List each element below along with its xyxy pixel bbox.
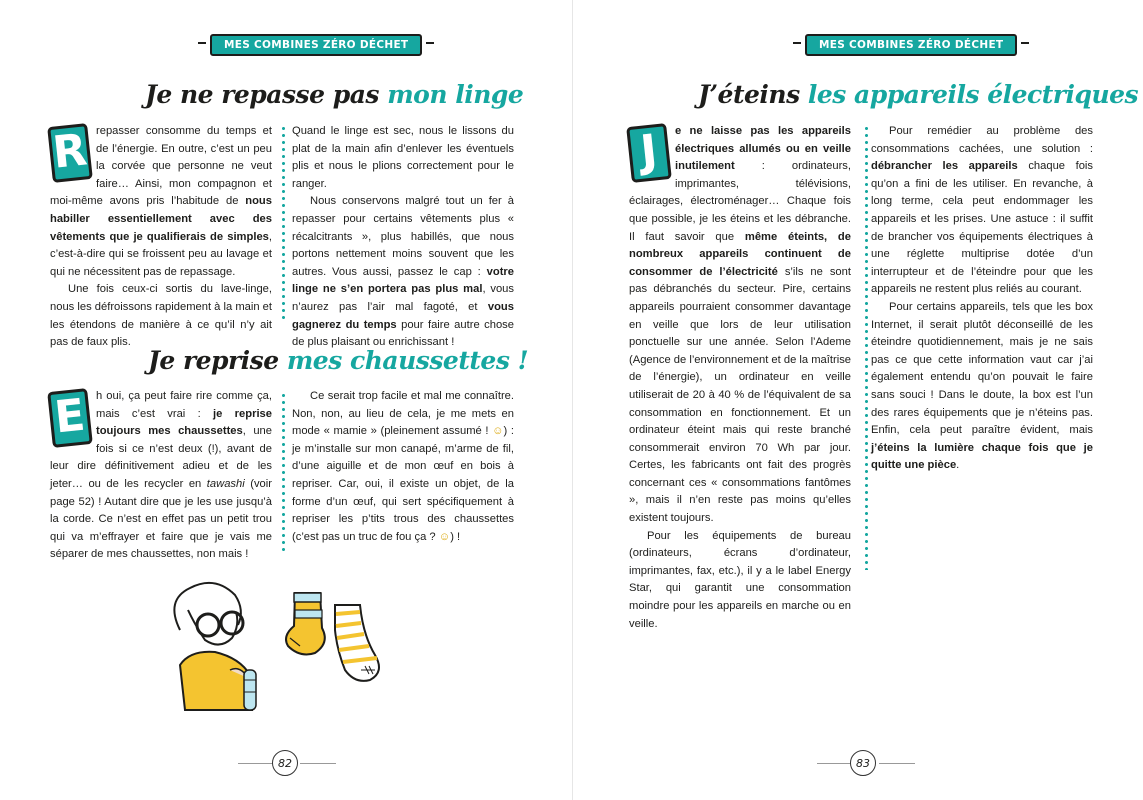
paragraph: Ce serait trop facile et mal me connaître. Non, non, au lieu de cela, je me mets en mode « mamie » (pleinement assumé ! ☺) : je m’installe sur mon canapé, m’arme de fil, d’une aiguille et de mon œuf en bois à repriser. Car, oui, il existe un objet, de la forme d’un œuf, qui sert spécifiquement à repriser les p’tits trous des chaussettes (c’est pas un truc de fou ça ? ☺) ! bbox=[292, 390, 514, 543]
heading-plain: J’éteins bbox=[698, 80, 808, 109]
heading-accent: mes chaussettes ! bbox=[286, 346, 529, 375]
column-3 bbox=[50, 388, 272, 564]
paragraph: Pour certains appareils, tels que les box Internet, il serait plutôt déconseillé de les éteindre quotidiennement, mais je ne sais pas ce que cette information vaut car j’ai également entendu qu’on pouvait le faire sans souci ! Dans le doute, la box est l’un des rares équipements que je n’éteins pas. Enfin, cela peut paraître évident, mais j’éteins la lumière chaque fois que je quitte une pièce. bbox=[871, 300, 1093, 472]
page-number: 82 bbox=[272, 750, 298, 776]
column-2 bbox=[292, 123, 514, 352]
dropcap-e: E bbox=[47, 388, 93, 448]
column-1 bbox=[629, 123, 851, 633]
paragraph: Pour les équipements de bureau (ordinateurs, écrans d’ordinateur, imprimantes, fax, etc.), il y a le label Energy Star, qui garantit une consommation moindre pour les appareils en marche ou en veille. bbox=[629, 529, 851, 630]
paragraph: Pour remédier au problème des consommations cachées, une solution : débrancher les appareils chaque fois qu’on a fini de les utiliser. En revanche, à long terme, cela peut endommager les appareils et les prises. Une astuce : il suffit de brancher vos équipements électriques à une réglette multiprise dotée d’un interrupteur et de l’éteindre pour que les appareils ne restent plus reliés au courant. bbox=[871, 125, 1093, 296]
heading-accent: mon linge bbox=[387, 80, 524, 109]
page-number-rule bbox=[817, 763, 853, 764]
heading-plain: Je ne repasse pas bbox=[145, 80, 388, 109]
heading-reprise bbox=[148, 346, 528, 375]
page-number-rule bbox=[300, 763, 336, 764]
page-number-rule bbox=[879, 763, 915, 764]
section-banner: MES COMBINES ZÉRO DÉCHET bbox=[805, 34, 1017, 56]
dropcap-r: R bbox=[47, 123, 93, 183]
heading-accent: les appareils électriques bbox=[807, 80, 1139, 109]
smiley-icon: ☺ bbox=[438, 530, 451, 543]
woman-darning-illustration bbox=[160, 570, 270, 720]
paragraph: repasser consomme du temps et de l’énergie. En outre, c’est un peu la corvée que personne ne veut faire… Ainsi, mon compagnon et moi-même avons pris l’habitude de nous habiller essentiellement avec des vêtements que je qualifierais de simples, c’est-à-dire qui se froissent peu au lavage et qui ne nécessitent pas de repassage. bbox=[50, 125, 272, 278]
paragraph: h oui, ça peut faire rire comme ça, mais c’est vrai : je reprise toujours mes chaussettes, une fois si ce n’est deux (!), avant de leur dire définitivement adieu et de les jeter… ou de les recycler en tawashi (voir page 52) ! Autant dire que je les use jusqu’à la corde. Ce n’est en effet pas un petit trou qui va m’effrayer et faire que je vais me séparer de mes chaussettes, non mais ! bbox=[50, 390, 272, 561]
heading-eteins bbox=[698, 80, 1138, 109]
column-divider bbox=[282, 125, 285, 320]
column-1 bbox=[50, 123, 272, 352]
heading-plain: Je reprise bbox=[148, 346, 287, 375]
smiley-icon: ☺ bbox=[492, 425, 504, 438]
column-4 bbox=[292, 388, 514, 546]
paragraph: e ne laisse pas les appareils électriques allumés ou en veille inutilement : ordinateurs, imprimantes, télévisions, éclairages, électroménager… Chaque fois que possible, je les éteins et les débranche. Il faut savoir que même éteints, de nombreux appareils continuent de consommer de l’électricité s’ils ne sont pas débranchés du secteur. Pire, certains appareils pourraient consommer davantage en veille que lors de leur utilisation ponctuelle sur une année. Selon l’Ademe (Agence de l’environnement et de la maîtrise de l’énergie), un ordinateur en veille utiliserait de 20 à 40 % de l’équivalent de sa consommation en fonctionnement. Et un ordinateur éteint mais qui reste branché consommerait environ 70 Wh par jour. Certes, les fabricants ont fait des progrès concernant ces « consommations fantômes », mais il n’en reste pas moins qu’elles existent toujours. bbox=[629, 125, 852, 525]
dropcap-j: J bbox=[626, 123, 672, 183]
column-divider bbox=[282, 392, 285, 552]
column-2 bbox=[871, 123, 1093, 475]
section-banner: MES COMBINES ZÉRO DÉCHET bbox=[210, 34, 422, 56]
page-number-rule bbox=[238, 763, 274, 764]
page-number: 83 bbox=[850, 750, 876, 776]
heading-repasser bbox=[145, 80, 523, 109]
paragraph: Une fois ceux-ci sortis du lave-linge, nous les défroissons rapidement à la main et les étendons de manière à ce qu’il n’y ait pas de faux plis. bbox=[50, 283, 273, 349]
paragraph: Nous conservons malgré tout un fer à repasser pour certains vêtements plus « récalcitrants », plus habillés, que nous portons nettement moins souvent que les autres. Vous aussi, passez le cap : votre linge ne s’en portera pas plus mal, vous n’aurez pas l’air mal fagoté, et vous gagnerez du temps pour faire autre chose de plus plaisant ou enrichissant ! bbox=[292, 195, 514, 349]
column-divider bbox=[865, 125, 868, 570]
right-page bbox=[572, 0, 1143, 800]
sock-striped-icon bbox=[325, 600, 393, 685]
paragraph: Quand le linge est sec, nous le lissons du plat de la main afin d’enlever les éventuels plis et nous le plions correctement pour le ranger. bbox=[292, 125, 514, 190]
